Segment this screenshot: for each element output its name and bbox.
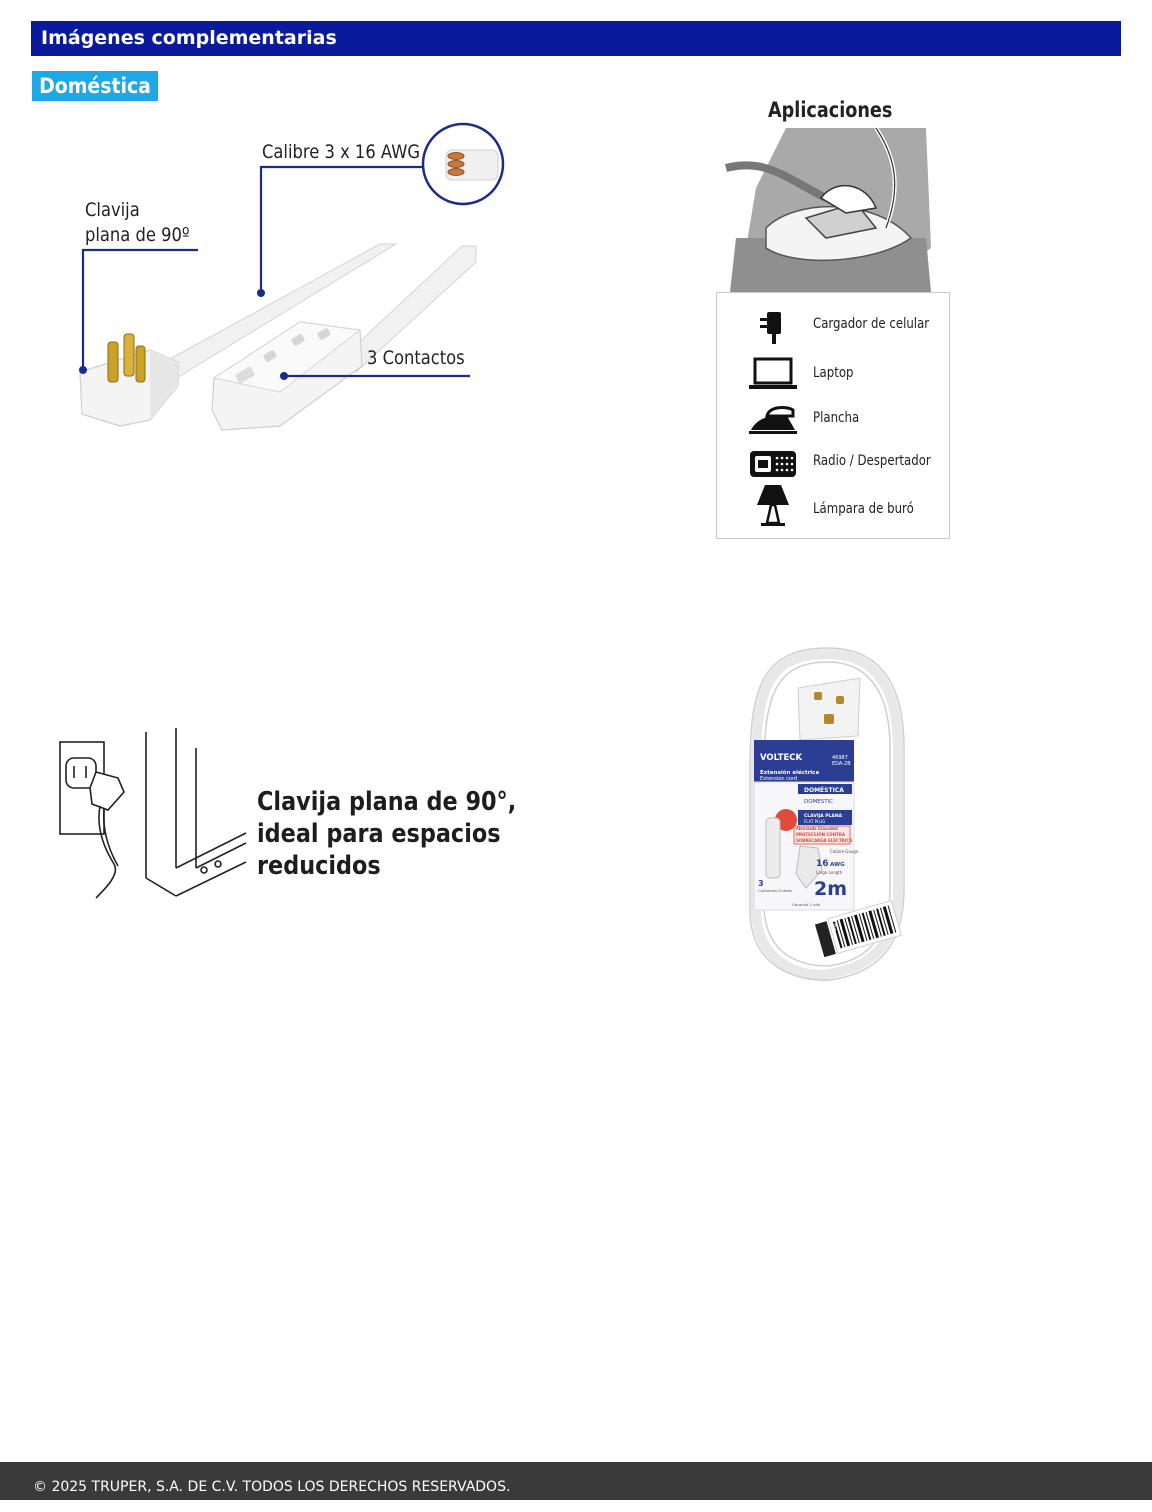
gauge-callout: Calibre 3 x 16 AWG — [262, 141, 421, 163]
package-line-es: DOMÉSTICA — [804, 787, 844, 794]
package-length: 2m — [814, 878, 848, 900]
plug-in-outlet-illustration — [56, 728, 256, 900]
package-gauge-unit: AWG — [830, 862, 845, 868]
list-item — [717, 355, 949, 395]
plug-callout-line2: plana de 90º — [85, 224, 190, 246]
category-badge: Doméstica — [32, 71, 158, 101]
package-warranty: Garantía 1 año — [792, 902, 821, 907]
phone-charger-icon — [747, 306, 799, 346]
copyright-footer: © 2025 TRUPER, S.A. DE C.V. TODOS LOS DERECHOS RESERVADOS. — [0, 1462, 1152, 1500]
application-label: Laptop — [813, 365, 854, 381]
ironing-illustration — [726, 128, 936, 292]
package-line-en: DOMESTIC — [804, 799, 834, 805]
package-protection-2: SOBRECARGA ELÉCTRICA — [796, 838, 853, 843]
packaged-extension-cord-photo — [748, 648, 908, 980]
application-label: Plancha — [813, 410, 860, 426]
barcode-number: 46987 — [831, 919, 838, 939]
list-item — [717, 443, 949, 483]
package-plug-es: CLAVIJA PLANA — [804, 814, 843, 819]
list-item — [717, 306, 949, 346]
plug-callout-line1: Clavija — [85, 199, 140, 221]
package-protection-1: PROTECCIÓN CONTRA — [796, 832, 845, 837]
package-length-label: Largo Length — [816, 870, 843, 875]
laptop-icon — [747, 355, 799, 395]
package-gauge: 16 — [816, 859, 829, 869]
package-plug-en: FLAT PLUG — [804, 819, 826, 824]
application-label: Cargador de celular — [813, 316, 930, 332]
radio-clock-icon — [747, 443, 799, 483]
application-label: Lámpara de buró — [813, 501, 914, 517]
package-gauge-label: Calibre Gauge — [830, 849, 859, 854]
application-label: Radio / Despertador — [813, 453, 931, 469]
applications-title: Aplicaciones — [768, 98, 893, 122]
section-header: Imágenes complementarias — [31, 21, 1121, 56]
iron-icon — [747, 400, 799, 440]
package-code: 46987 — [832, 755, 848, 761]
package-product-es: Extensión eléctrica — [760, 770, 820, 776]
lamp-icon — [747, 485, 799, 525]
extension-cord-illustration — [0, 0, 560, 460]
package-grounded: Aterrizada Grounded — [796, 826, 838, 831]
list-item — [717, 400, 949, 440]
list-item — [717, 491, 949, 531]
package-brand: VOLTECK — [760, 753, 803, 763]
contacts-callout: 3 Contactos — [367, 347, 465, 369]
plug-feature-caption: Clavija plana de 90°, ideal para espacios reducidos — [257, 787, 517, 881]
package-product-en: Extension cord — [760, 776, 798, 782]
applications-list — [716, 292, 950, 539]
package-model: EDA-2B — [832, 761, 851, 767]
package-contacts-num: 3 — [758, 879, 764, 888]
package-contacts-label: Contactos Outlets — [758, 888, 793, 893]
wire-cross-section-icon — [446, 150, 498, 180]
